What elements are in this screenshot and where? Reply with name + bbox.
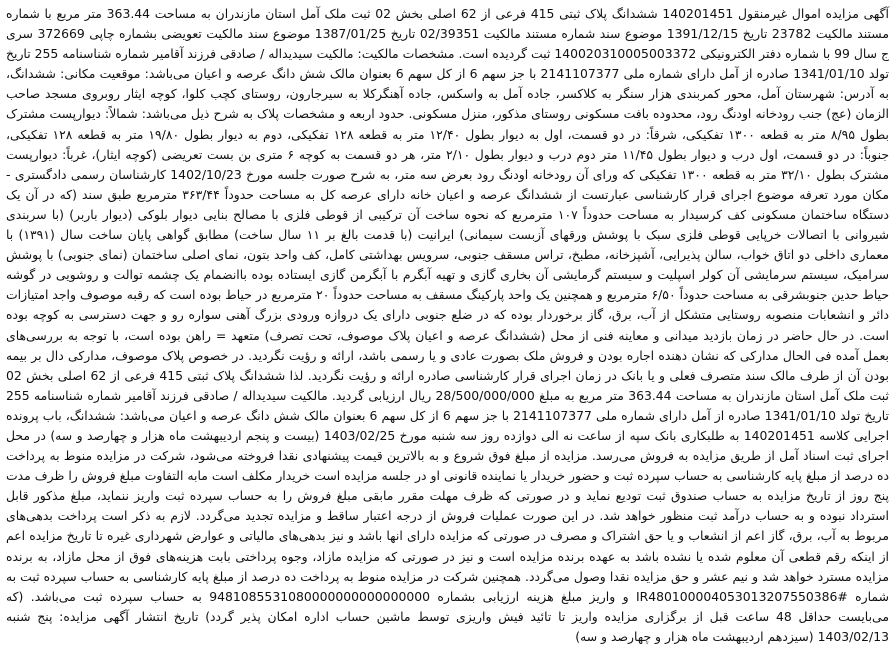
auction-notice-text: آگهی مزایده اموال غیرمنقول 140201451 ششدانگ پلاک ثبتی 415 فرعی از 62 اصلی بخش 02 ثبت ملک آمل استان مازندران به مساحت 363.44 متر مربع با شماره مستند مالکیت 23782 تاریخ 1391/12/15 موضوع سند شماره مستند مالکیت 02/39351 تاریخ 1387/01/25 موضوع سند مالکیت تعویضی بشماره چاپی 372669 سری ج سال 99 با شماره دفتر الکترونیکی 140020310005003372 ثبت گردیده است. مشخصات مالکیت: مالکیت سیدیداله / صادقی فرزند آقامیر شماره شناسنامه 255 تاریخ تولد 1341/01/10 صادره از آمل دارای شماره ملی 2141107377 با جز سهم 6 از کل سهم 6 بعنوان مالک شش دانگ عرصه و اعیان می‌باشد: موقعیت مکانی: ششدانگ، به آدرس: شهرستان آمل، محور کمربندی هزار سنگر به کلاکسر، جاده آمل به واسکس، جاده آهنگرکلا به سیرجارون، روستای کچب کلوا، کوچه ایثار روبروی مسجد صاحب الزمان (عج) جنب رودخانه اودنگ رود، محدوده بافت مسکونی روستای مذکور، منزل مسکونی. حدود اربعه و مشخصات پلاک به شرح ذیل می‌باشد: شمالاً: دیوارپست مشترک بطول ۸/۹۵ متر به قطعه ۱۳۰۰ تفکیکی، شرقاً: در دو قسمت، اول به دیوار بطول ۱۲/۴۰ متر به قطعه ۱۲۸ تفکیکی، دوم به دیوار بطول ۱۹/۸۰ متر به قطعه ۱۲۸ تفکیکی، جنوباً: در دو قسمت، اول درب و دیوار بطول ۱۱/۴۵ متر دوم درب و دیوار بطول ۲/۱۰ متر، هر دو قسمت به کوچه ۶ متری بن بست تعریضی (کوچه ایثار)، غرباً: دیوارپست مشترک بطول ۳۲/۱۰ متر به قطعه ۱۳۰۰ تفکیکی که ورای آن رودخانه اودنگ رود بعرض سه متر، به شرح صورت جلسه مورخ 1402/10/23 کارشناسان رسمی دادگستری - مکان مورد تعرفه موضوع اجرای قرار کارشناسی عبارتست از ششدانگ عرصه و اعیان خانه دارای عرصه کل به مساحت حدوداً ۳۶۳/۴۴ مترمربع طبق سند (که در آن یک دستگاه ساختمان مسکونی کف کرسیدار به مساحت حدوداً ۱۰۷ مترمربع که نحوه ساخت آن ترکیبی از قوطی فلزی با مصالح بنایی دیوار بلوکی (دیوار باربر) (با سربندی شیروانی با اتصالات خرپایی قوطی فلزی سبک با پوشش ورقهای آزبست سیمانی) ایرانیت (با قدمت بالغ بر ۱۱ سال ساخت) مطابق گواهی پایان ساخت سال (۱۳۹۱) با معماری داخلی دو اتاق خواب، سالن پذیرایی، آشپزخانه، مطبخ، تراس مسقف جنوبی، سرویس بهداشتی کامل، کف واحد بتون، نمای اصلی ساختمان (نمای جنوبی) با پوشش سرامیک، سیستم سرمایشی آن کولر اسپلیت و سیستم گرمایشی آن بخاری گازی و تهیه آبگرم با آبگرمن گازی ایستاده بوده باانضمام یک چشمه توالت و روشویی در گوشه حیاط حدین جنوبشرقی به مساحت حدوداً ۶/۵۰ مترمربع و همچنین یک واحد پارکینگ مسقف به مساحت حدوداً ۲۰ مترمربع در حیاط بوده است که رقبه موصوف واجد امتیازات دائر و انشعابات منصوبه روستایی متشکل از آب، برق، گاز برخوردار بوده که در ضلع جنوبی دارای یک دروازه ورودی بزرگ آهنی سواره رو و جهت دسترسی به کوچه بوده است. در حال حاضر در زمان بازدید میدانی و معاینه فنی از محل (ششدانگ عرصه و اعیان پلاک موصوف، تحت تصرف) متعهد = راهن بوده است، با توجه به بررسی‌های بعمل آمده فی الحال مدارکی که نشان دهنده اجاره بودن و فروش ملک بصورت عادی و یا رسمی باشد، ارائه و رؤیت نگردید. در خصوص پلاک موصوف، مدارکی دال بر بیمه بودن آن از طرف مالک سند متصرف فعلی و یا بانک در زمان اجرای قرار کارشناسی صادره ارائه و رؤیت نگردید. لذا ششدانگ پلاک ثبتی 415 فرعی از 62 اصلی بخش 02 ثبت ملک آمل استان مازندران به مساحت 363.44 متر مربع به مبلغ 28/500/000/000 ریال ارزیابی گردید. مالکیت سیدیداله / صادقی فرزند آقامیر شماره شناسنامه 255 تاریخ تولد 1341/01/10 صادره از آمل دارای شماره ملی 2141107377 با جز سهم 6 از کل سهم 6 بعنوان مالک شش دانگ عرصه و اعیان می‌باشد: ششدانگ، باب پرونده اجرایی کلاسه 140201451 به طلبکاری بانک سپه از ساعت نه الی دوازده روز سه شنبه مورخ 1403/02/25 (بیست و پنجم اردیبهشت ماه هزار و چهارصد و سه) در محل اجرای ثبت اسناد آمل از طریق مزایده به فروش می‌رسد. مزایده از مبلغ فوق شروع و به بالاترین قیمت پیشنهادی نقدا فروخته می‌شود، شرکت در مزایده منوط به پرداخت ده درصد از مبلغ پایه کارشناسی به حساب سپرده ثبت و حضور خریدار یا نماینده قانونی او در جلسه مزایده است خریدار مکلف است مابه التفاوت مبلغ فروش را ظرف مدت پنج روز از تاریخ مزایده به حساب صندوق ثبت تودیع نماید و در صورتی که ظرف مهلت مقرر مابقی مبلغ فروش را به حساب سپرده ثبت واریز ننماید، مبلغ مذکور قابل استرداد نبوده و به حساب درآمد ثبت منظور خواهد شد. در این صورت عملیات فروش از درجه اعتبار ساقط و مزایده تجدید می‌گردد. لازم به ذکر است پرداخت بدهی‌های مربوط به آب، برق، گاز اعم از انشعاب و یا حق اشتراک و مصرف در صورتی که مزایده دارای انها باشد و نیز بدهی‌های مالیاتی و عوارض شهرداری غیره تا تاریخ مزایده اعم از اینکه رقم قطعی آن معلوم شده یا نشده باشد به عهده برنده مزایده است و نیز در صورتی که مزایده مازاد، وجوه پرداختی بابت هزینه‌های فوق از محل مازاد، به برنده مزایده مسترد خواهد شد و نیم عشر و حق مزایده نقدا وصول می‌گردد. همچنین شرکت در مزایده منوط به پرداخت ده درصد از مبلغ پایه کارشناسی به حساب سپرده ثبت به شماره IR480100004053013207550386# و واریز مبلغ هزینه ارزیابی بشماره 9481085531080000000000000000 به حساب سپرده ثبت می‌باشد. (که می‌بایست حداقل 48 ساعت قبل از برگزاری مزایده واریز تا تائید فیش واریزی توسط ماشین حساب اداره امکان پذیر گردد) تاریخ انتشار آگهی مزایده: پنج شنبه 1403/02/13 (سیزدهم اردیبهشت ماه هزار و چهارصد و سه) (6, 6, 890, 644)
